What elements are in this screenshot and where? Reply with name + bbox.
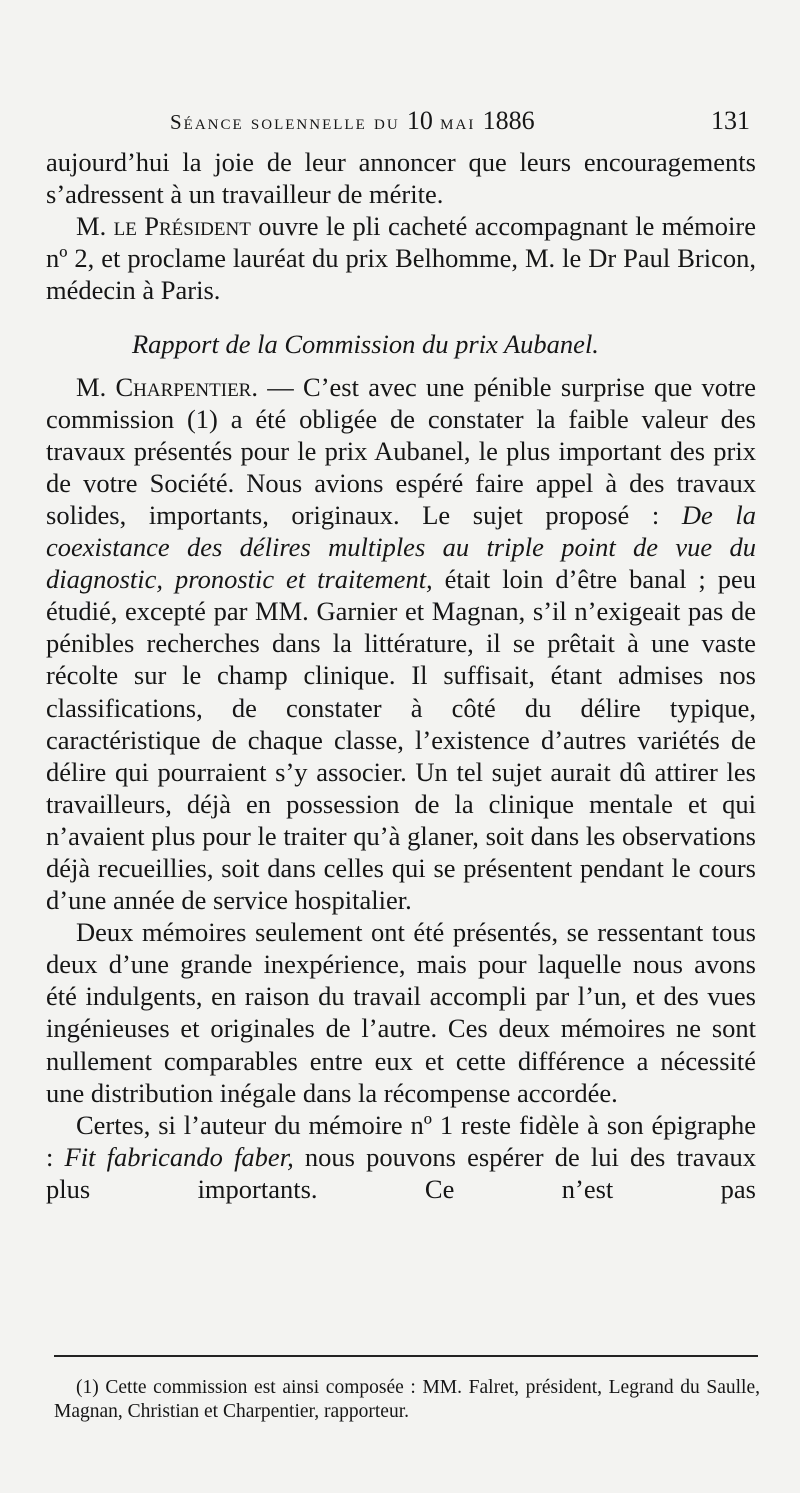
section-heading: Rapport de la Commission du prix Aubanel. <box>132 329 599 360</box>
title-prefix: Séance solennelle du <box>170 110 407 134</box>
paragraph-president <box>46 210 756 306</box>
footnote <box>54 1376 760 1423</box>
epigraph: Fit fabricando faber, <box>64 1141 294 1172</box>
paragraph-certes-text-a: Certes, si l’auteur du mémoire nº 1 reste fidèle à son épigraphe : <box>46 1109 756 1172</box>
paragraph-certes-text-b: nous pouvons espérer de lui des travaux plus importants. Ce n’est pas <box>46 1141 756 1204</box>
running-title <box>170 106 535 136</box>
footnote-text: (1) Cette commission est ainsi composée : MM. Falret, président, Legrand du Saulle, Magnan, Christian et Charpentier, rapporteur. <box>54 1377 760 1422</box>
paragraph-president-text: ouvre le pli cacheté accompagnant le mémoire nº 2, et proclame lauréat du prix Belhomme, M. le Dr Paul Bricon, médecin à Paris. <box>46 211 756 306</box>
speaker-president: M. le Président <box>76 211 251 242</box>
body-text <box>46 146 756 1205</box>
subject-title: De la coexistance des délires multiples au triple point de vue du diagnostic, pronostic et traitement, <box>46 499 756 595</box>
speaker-charpentier: M. Charpentier. <box>76 371 258 402</box>
title-year: 1886 <box>482 106 535 135</box>
running-header <box>170 106 750 136</box>
paragraph-charpentier <box>46 371 756 917</box>
page-number: 131 <box>711 106 750 135</box>
title-month: mai <box>432 110 483 134</box>
paragraph-continuation: aujourd’hui la joie de leur annoncer que leurs encouragements s’adressent à un travailleur de mérite. <box>46 147 756 210</box>
paragraph-charpentier-text-b: était loin d’être banal ; peu étudié, excepté par MM. Garnier et Magnan, s’il n’exigeait pas de pénibles recherches dans la littérature, il se prêtait à une vaste récolte sur le champ clinique. Il suffisait, étant admises nos classifications, de constater à côté du délire typique, caractéristique de chaque classe, l’existence d’autres variétés de délire qui pourraient s’y associer. Un tel sujet aurait dû attirer les travailleurs, déjà en possession de la clinique mentale et qui n’avaient plus pour le traiter qu’à glaner, soit dans les observations déjà recueillies, soit dans celles qui se présentent pendant le cours d’une année de service hospitalier. <box>46 564 756 916</box>
title-day: 10 <box>406 106 433 135</box>
footnote-rule <box>54 1355 758 1357</box>
paragraph-charpentier-text-a: — C’est avec une pénible surprise que votre commission (1) a été obligée de constater la faible valeur des travaux présentés pour le prix Aubanel, le plus important des prix de votre Société. Nous avions espéré faire appel à des travaux solides, importants, originaux. Le sujet proposé : <box>46 371 756 530</box>
paragraph-memoires: Deux mémoires seulement ont été présentés, se ressentant tous deux d’une grande inexpérience, mais pour laquelle nous avons été indulgents, en raison du travail accompli par l’un, et des vues ingénieuses et originales de l’autre. Ces deux mémoires ne sont nullement comparables entre eux et cette différence a nécessité une distribution inégale dans la récompense accordée. <box>46 917 756 1108</box>
paragraph-certes <box>46 1109 756 1205</box>
